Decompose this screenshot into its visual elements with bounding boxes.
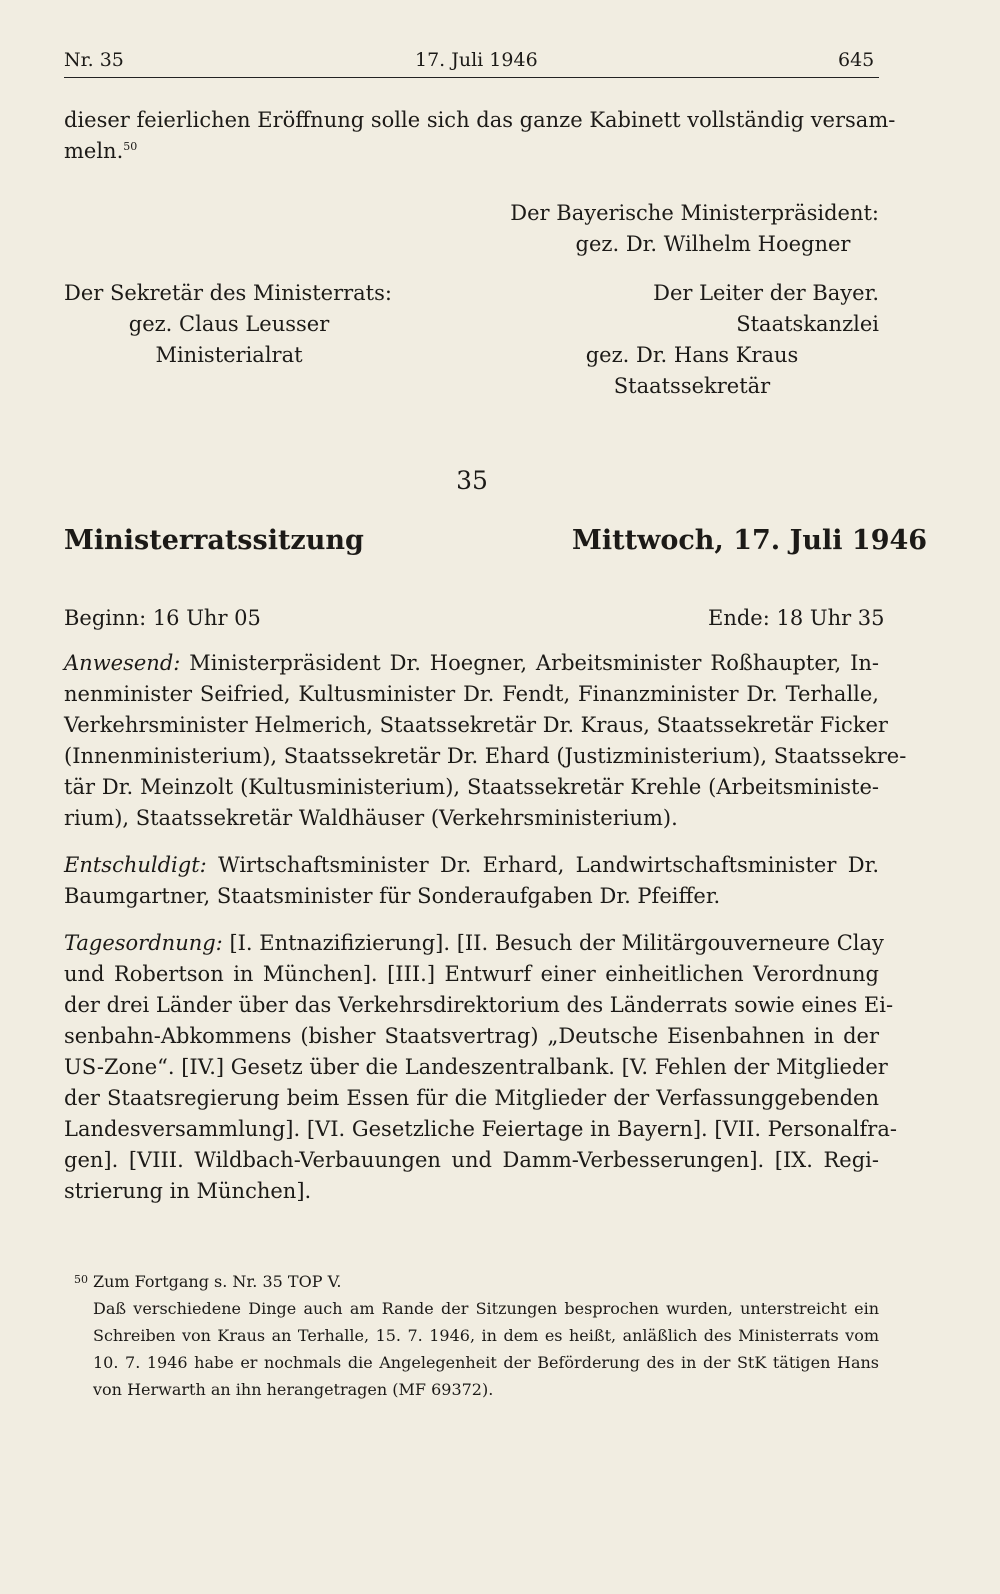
signature-sk-title: Der Leiter der Bayer. Staatskanzlei [653,281,879,336]
signature-sec-name: gez. Claus Leusser [128,312,330,336]
footnote-line: 10. 7. 1946 habe er nochmals die Angelegenheit der Beförderung des in der StK tätigen Hans [93,1353,879,1372]
header-page-number: 645 [838,49,875,71]
header-date: 17. Juli 1946 [415,49,538,71]
footnote-line: Daß verschiedene Dinge auch am Rande der Sitzungen besprochen wurden, unterstreicht ein [93,1299,879,1318]
attendees-line: Anwesend: Ministerpräsident Dr. Hoegner, Arbeitsminister Roßhaupter, In- [64,651,879,675]
intro-line-2-text: meln. [64,139,124,163]
signature-mp-title: Der Bayerische Ministerpräsident: [510,201,879,225]
signature-minister-president [509,198,879,260]
attendees-line: tär Dr. Meinzolt (Kultusministerium), Staatssekretär Krehle (Arbeitsministe- [64,775,879,799]
agenda-line: Tagesordnung: [I. Entnazifizierung]. [II. Besuch der Militärgouverneure Clay [64,931,884,955]
excused-paragraph [64,850,879,912]
agenda-line: gen]. [VIII. Wildbach-Verbauungen und Damm-Verbesserungen]. [IX. Regi- [64,1148,879,1172]
footnote [93,1268,879,1403]
attendees-line: rium), Staatssekretär Waldhäuser (Verkehrsministerium). [64,806,678,830]
header-issue-number: Nr. 35 [64,49,124,71]
agenda-line: und Robertson in München]. [III.] Entwurf einer einheitlichen Verordnung [64,962,879,986]
document-title: Ministerratssitzung [64,525,364,556]
intro-line-2 [64,136,879,167]
attendees-label: Anwesend: [64,651,181,675]
document-number: 35 [456,466,488,495]
attendees-paragraph [64,648,907,834]
signature-state-chancellery [505,278,879,402]
agenda-line: senbahn-Abkommens (bisher Staatsvertrag) „Deutsche Eisenbahnen in der [64,1024,879,1048]
signature-sec-rank: Ministerialrat [155,343,303,367]
footnote-line: Schreiben von Kraus an Terhalle, 15. 7. 1946, in dem es heißt, anläßlich des Ministerrats vom [93,1326,879,1345]
excused-line: Entschuldigt: Wirtschaftsminister Dr. Erhard, Landwirtschaftsminister Dr. [64,853,879,877]
agenda-line: US-Zone“. [IV.] Gesetz über die Landeszentralbank. [V. Fehlen der Mitglieder [64,1055,888,1079]
signature-mp-name: gez. Dr. Wilhelm Hoegner [575,232,851,256]
attendees-line: nenminister Seifried, Kultusminister Dr. Fendt, Finanzminister Dr. Terhalle, [64,682,879,706]
intro-line-1: dieser feierlichen Eröffnung solle sich das ganze Kabinett vollständig versam- [64,108,896,132]
agenda-line: strierung in München]. [64,1179,312,1203]
agenda-line: der Staatsregierung beim Essen für die Mitglieder der Verfassunggebenden [64,1086,879,1110]
excused-line: Baumgartner, Staatsminister für Sonderaufgaben Dr. Pfeiffer. [64,884,721,908]
footnote-mark: 50 [74,1273,88,1286]
agenda-label: Tagesordnung: [64,931,223,955]
signature-secretary [64,278,394,371]
footnote-line: Zum Fortgang s. Nr. 35 TOP V. [93,1272,342,1291]
meeting-end: Ende: 18 Uhr 35 [708,606,885,630]
signature-sk-rank: Staatssekretär [613,374,771,398]
signature-sk-name: gez. Dr. Hans Kraus [585,343,799,367]
agenda-line: der drei Länder über das Verkehrsdirektorium des Länderrats sowie eines Ei- [64,993,894,1017]
attendees-line: (Innenministerium), Staatssekretär Dr. Ehard (Justizministerium), Staatssekre- [64,744,907,768]
agenda-line: Landesversammlung]. [VI. Gesetzliche Feiertage in Bayern]. [VII. Personalfra- [64,1117,897,1141]
signature-sec-title: Der Sekretär des Ministerrats: [64,281,392,305]
document-date: Mittwoch, 17. Juli 1946 [572,525,928,556]
intro-paragraph [64,105,896,167]
excused-label: Entschuldigt: [64,853,207,877]
meeting-begin: Beginn: 16 Uhr 05 [64,606,261,630]
agenda-paragraph [64,928,897,1207]
footnote-line: von Herwarth an ihn herangetragen (MF 69372). [93,1380,494,1399]
header-rule [64,77,879,78]
attendees-line: Verkehrsminister Helmerich, Staatssekretär Dr. Kraus, Staatssekretär Ficker [64,713,888,737]
footnote-reference: 50 [123,140,138,153]
